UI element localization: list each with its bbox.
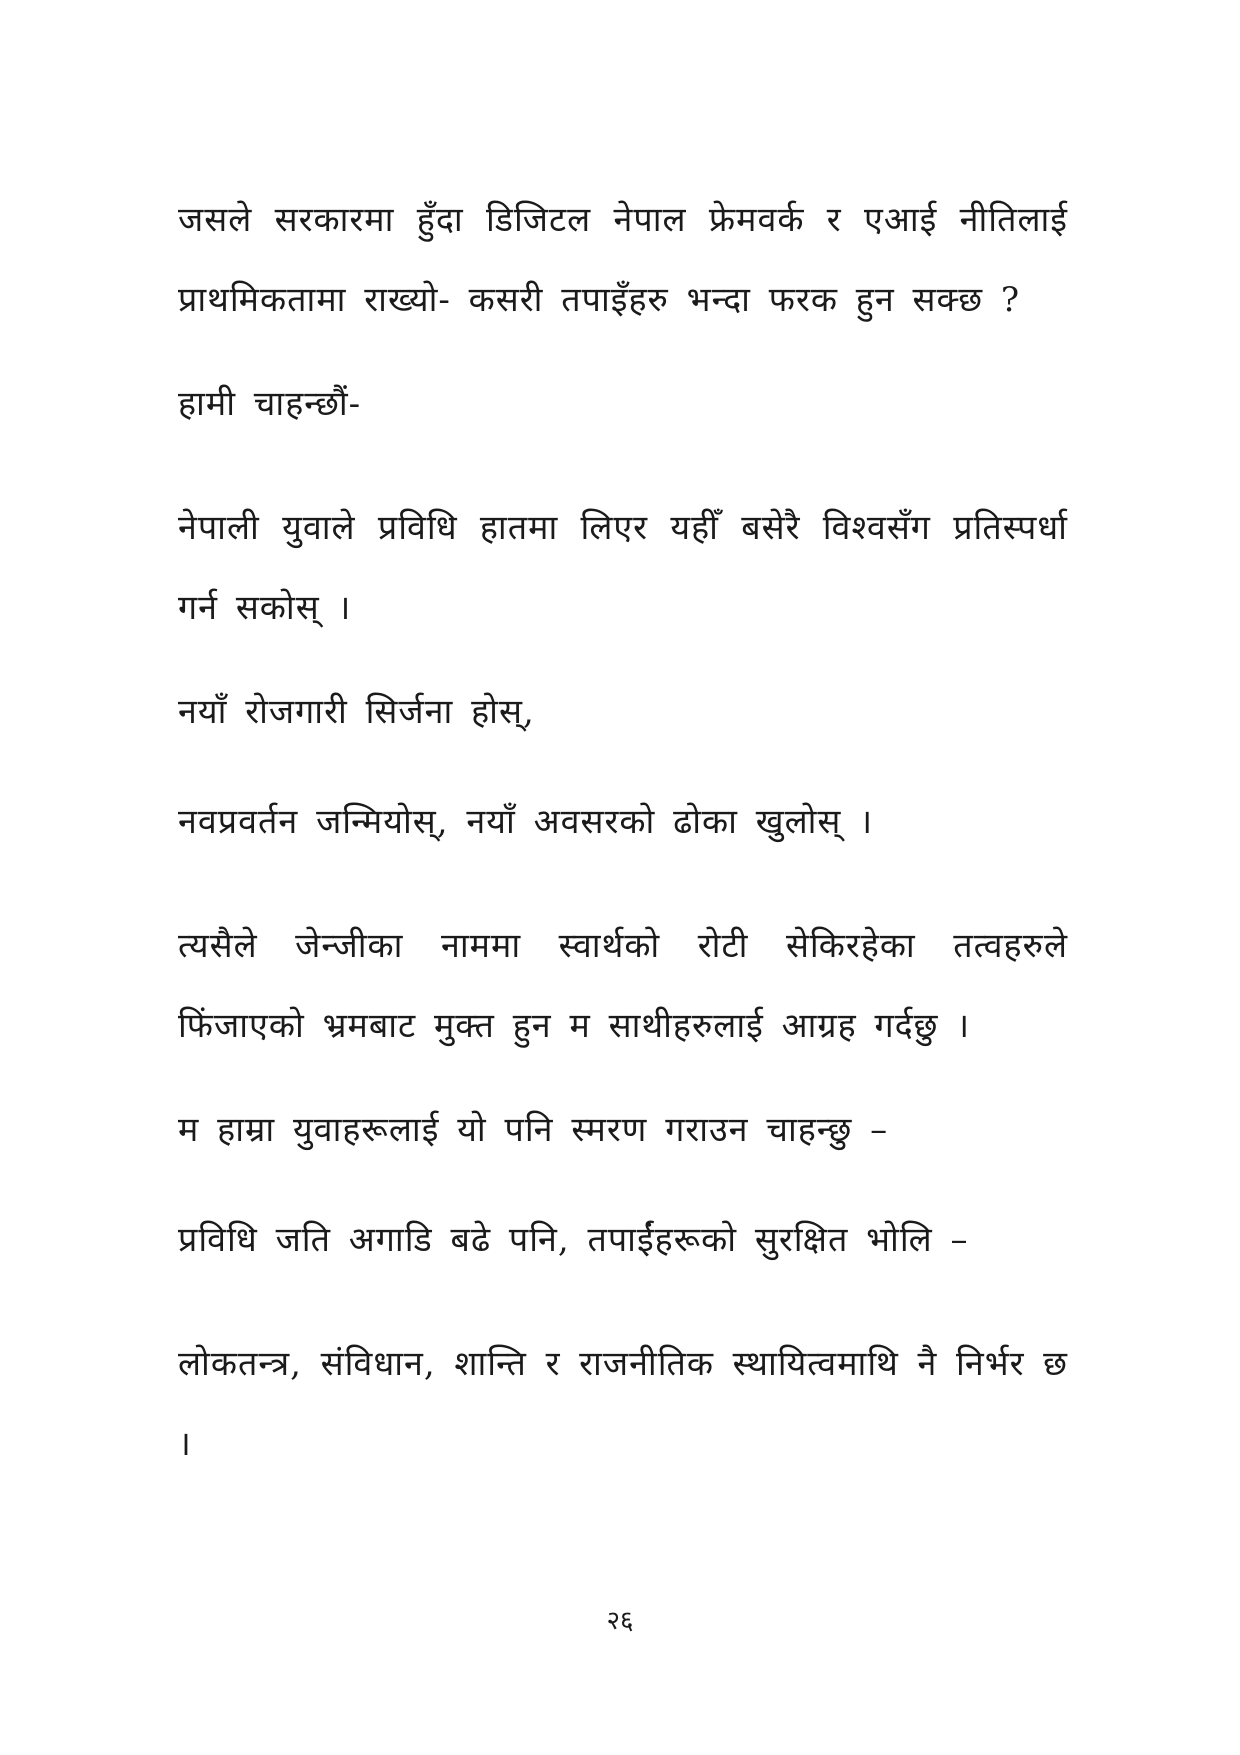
- paragraph-we-want: हामी चाहन्छौं-: [178, 384, 362, 424]
- body-text: [178, 180, 1068, 1522]
- paragraph-appeal-to-friends: त्यसैले जेन्जीका नाममा स्वार्थको रोटी सेकिरहेका तत्वहरुले फिंजाएको भ्रमबाट मुक्त हुन म साथीहरुलाई आग्रह गर्दछु ।: [178, 926, 1068, 1046]
- paragraph-youth-technology: नेपाली युवाले प्रविधि हातमा लिएर यहीँ बसेरै विश्वसँग प्रतिस्पर्धा गर्न सकोस् ।: [178, 508, 1068, 628]
- paragraph-remind-youth: म हाम्रा युवाहरूलाई यो पनि स्मरण गराउन चाहन्छु –: [178, 1110, 889, 1150]
- paragraph-democracy-dependence: लोकतन्त्र, संविधान, शान्ति र राजनीतिक स्थायित्वमाथि नै निर्भर छ ।: [178, 1344, 1068, 1464]
- paragraph-new-employment: नयाँ रोजगारी सिर्जना होस्,: [178, 692, 535, 732]
- paragraph-secure-future: प्रविधि जति अगाडि बढे पनि, तपाईंहरूको सुरक्षित भोलि –: [178, 1220, 969, 1260]
- paragraph-innovation: नवप्रवर्तन जन्मियोस्, नयाँ अवसरको ढोका खुलोस् ।: [178, 802, 874, 842]
- paragraph-framework-question: जसले सरकारमा हुँदा डिजिटल नेपाल फ्रेमवर्क र एआई नीतिलाई प्राथमिकतामा राख्यो- कसरी तपाइँहरु भन्दा फरक हुन सक्छ ?: [178, 200, 1068, 320]
- page-number: २६: [606, 1606, 634, 1636]
